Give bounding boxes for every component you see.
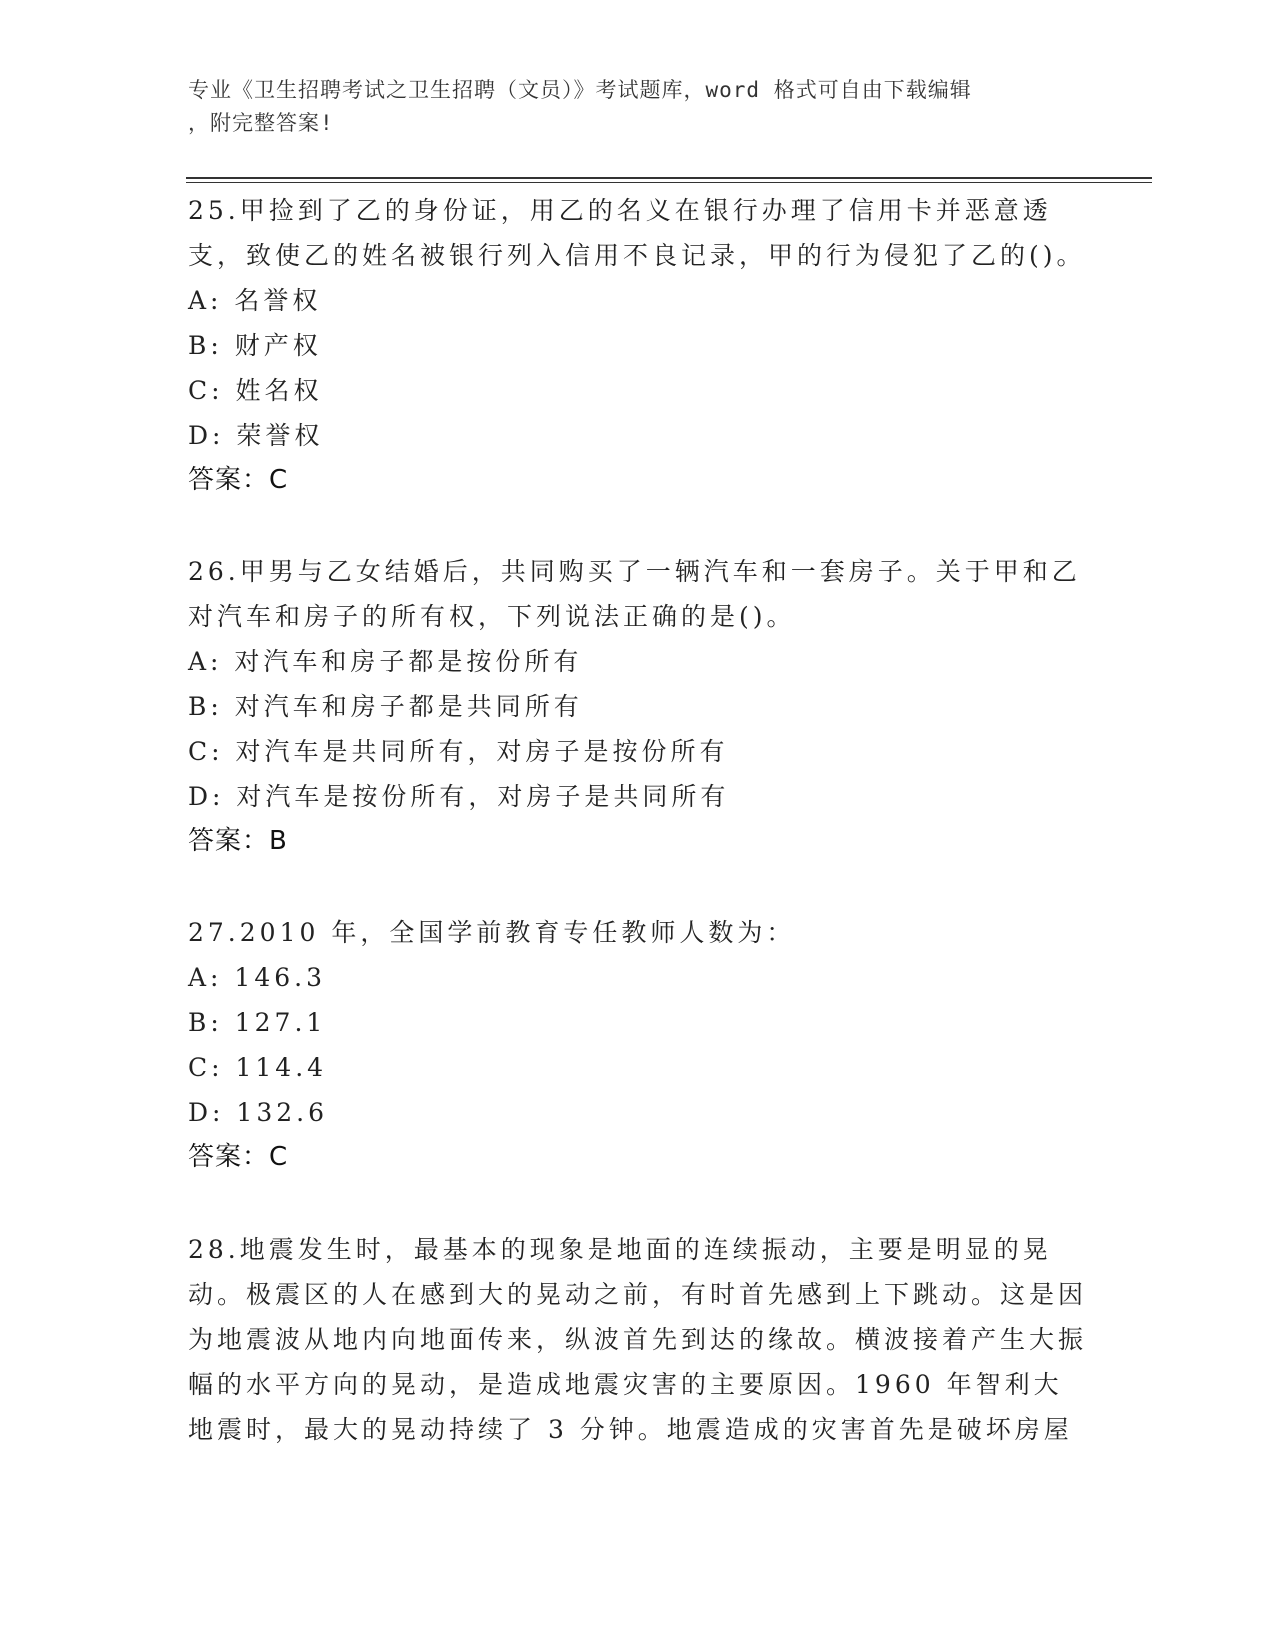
option-c: C: 114.4 <box>188 1053 328 1082</box>
header-rule-thin <box>186 182 1152 183</box>
header-rule-thick <box>186 177 1152 179</box>
option-b: B: 对汽车和房子都是共同所有 <box>188 692 583 721</box>
option-a: A: 名誉权 <box>188 286 322 315</box>
question-spacer <box>188 503 1088 549</box>
header-line-2: ，附完整答案! <box>188 111 334 135</box>
question-stem: 27.2010 年，全国学前教育专任教师人数为： <box>188 918 796 947</box>
question-27 <box>188 910 1088 1180</box>
option-a: A: 146.3 <box>188 963 326 992</box>
option-b: B: 财产权 <box>188 331 322 360</box>
answer-label: 答案：C <box>188 1142 289 1172</box>
question-25 <box>188 188 1088 503</box>
option-d: D: 荣誉权 <box>188 421 324 450</box>
option-c: C: 对汽车是共同所有，对房子是按份所有 <box>188 737 729 766</box>
question-26 <box>188 549 1088 864</box>
option-b: B: 127.1 <box>188 1008 327 1037</box>
option-d: D: 对汽车是按份所有，对房子是共同所有 <box>188 782 730 811</box>
header-line-1: 专业《卫生招聘考试之卫生招聘（文员）》考试题库，word 格式可自由下载编辑 <box>188 78 972 102</box>
question-spacer <box>188 1180 1088 1227</box>
question-list <box>188 188 1088 1452</box>
question-stem: 28.地震发生时，最基本的现象是地面的连续振动，主要是明显的晃动。极震区的人在感到大的晃动之前，有时首先感到上下跳动。这是因为地震波从地内向地面传来，纵波首先到达的缘故。横波接着产生大振幅的水平方向的晃动，是造成地震灾害的主要原因。1960 年智利大地震时，最大的晃动持续了 3 分钟。地震造成的灾害首先是破坏房屋 <box>188 1235 1088 1444</box>
question-28 <box>188 1227 1088 1452</box>
answer-label: 答案：C <box>188 465 289 495</box>
option-d: D: 132.6 <box>188 1098 328 1127</box>
question-stem: 26.甲男与乙女结婚后，共同购买了一辆汽车和一套房子。关于甲和乙对汽车和房子的所有权，下列说法正确的是()。 <box>188 557 1081 631</box>
document-header <box>188 74 1068 140</box>
option-a: A: 对汽车和房子都是按份所有 <box>188 647 583 676</box>
question-spacer <box>188 864 1088 910</box>
option-c: C: 姓名权 <box>188 376 323 405</box>
question-stem: 25.甲捡到了乙的身份证，用乙的名义在银行办理了信用卡并恶意透支，致使乙的姓名被银行列入信用不良记录，甲的行为侵犯了乙的()。 <box>188 196 1086 270</box>
answer-label: 答案：B <box>188 826 288 856</box>
